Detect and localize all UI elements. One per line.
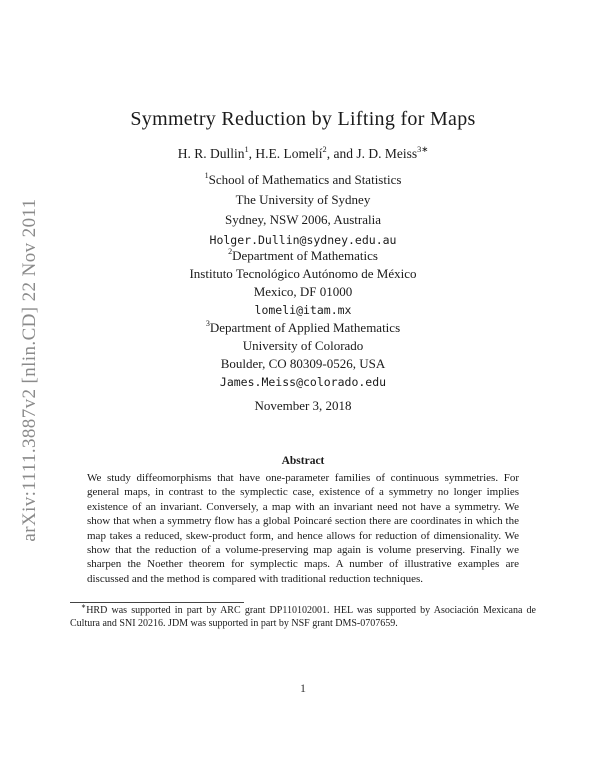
email-address: Holger.Dullin@sydney.edu.au <box>209 233 397 247</box>
arxiv-watermark: arXiv:1111.3887v2 [nlin.CD] 22 Nov 2011 <box>19 198 40 542</box>
author-2-superscript: 2 <box>322 144 327 154</box>
author-3-pre: , and <box>326 146 357 161</box>
paper-date: November 3, 2018 <box>254 398 352 413</box>
affiliation-institution: The University of Sydney <box>235 192 371 207</box>
support-footnote: ∗HRD was supported in part by ARC grant DP110102001. HEL was supported by Asociación Mexicana de Cultura and SNI 20216. JDM was supported in part by NSF grant DMS-0707659. <box>70 603 536 629</box>
abstract-heading: Abstract <box>281 455 325 467</box>
affiliation-address: Mexico, DF 01000 <box>253 284 353 299</box>
paper-title: Symmetry Reduction by Lifting for Maps <box>130 108 476 130</box>
affiliation-address: Boulder, CO 80309-0526, USA <box>220 356 386 371</box>
affiliation-colorado <box>70 319 536 391</box>
author-line <box>70 146 536 162</box>
email-address: lomeli@itam.mx <box>254 303 352 317</box>
author-3-name: J. D. Meiss <box>356 146 418 161</box>
abstract-text: We study diffeomorphisms that have one-parameter families of continuous symmetries. For general maps, in contrast to the symplectic case, existence of a symmetry no longer implies existence of an invariant. Conversely, a map with an invariant need not have a symmetry. We show that when a symmetry flow has a global Poincaré section there are coordinates in which the map takes a reduced, skew-product form, and hence allows for reduction of dimensionality. We show that the reduction of a volume-preserving map again is volume preserving. Finally we sharpen the Noether theorem for symplectic maps. A number of illustrative examples are discussed and the method is compared with traditional reduction techniques. <box>87 472 519 585</box>
author-1-superscript: 1 <box>244 144 249 154</box>
footnote-rule <box>70 602 244 603</box>
affiliation-sydney <box>70 170 536 250</box>
affiliation-institution: University of Colorado <box>242 338 364 353</box>
page-number: 1 <box>300 681 306 695</box>
affiliation-superscript: 1 <box>204 170 209 180</box>
affiliation-dept: $^3$Department of Applied Mathematics <box>205 318 401 335</box>
affiliation-superscript: 3 <box>205 318 210 328</box>
affiliation-address: Sydney, NSW 2006, Australia <box>225 212 381 227</box>
affiliation-itam <box>70 247 536 319</box>
affiliation-institution: Instituto Tecnológico Autónomo de México <box>189 266 417 281</box>
author-1-name: H. R. Dullin <box>177 146 245 161</box>
author-2-pre: , <box>248 146 256 161</box>
affiliation-dept: $^2$Department of Mathematics <box>228 246 378 263</box>
affiliation-dept: $^1$School of Mathematics and Statistics <box>204 170 402 187</box>
email-address: James.Meiss@colorado.edu <box>219 375 387 389</box>
author-3-superscript: 3∗ <box>417 144 429 154</box>
affiliation-superscript: 2 <box>228 246 233 256</box>
author-2-name: H.E. Lomelí <box>255 146 323 161</box>
footnote-asterisk: ∗ <box>81 603 87 611</box>
